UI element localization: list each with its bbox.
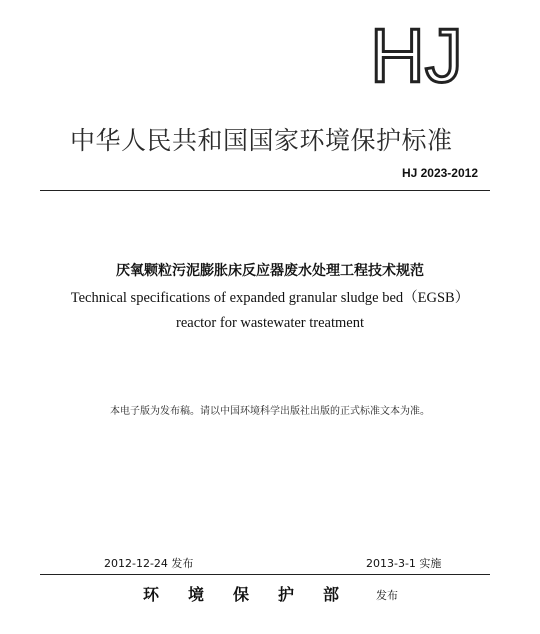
- header-divider: [40, 190, 490, 191]
- standard-title-chinese: 厌氧颗粒污泥膨胀床反应器废水处理工程技术规范: [116, 263, 424, 279]
- hj-logo-graphic: [368, 20, 478, 90]
- standard-title-english-line-1: Technical specifications of expanded granular sludge bed（EGSB）: [70, 290, 470, 306]
- issuing-authority: 环境保护部: [143, 585, 369, 604]
- hj-logo-letters: HJ: [370, 20, 463, 90]
- standard-number: HJ 2023-2012: [401, 166, 478, 180]
- implementation-date: 2013-3-1 实施: [366, 557, 442, 570]
- hj-logo: [368, 20, 478, 90]
- issue-date: 2012-12-24 发布: [104, 557, 194, 570]
- standard-title-english-line-2: reactor for wastewater treatment: [176, 315, 364, 331]
- issuing-authority-suffix: 发布: [376, 589, 398, 602]
- issuing-country-org-title: 中华人民共和国国家环境保护标准: [70, 126, 453, 155]
- footer-divider: [40, 574, 490, 575]
- electronic-version-notice: 本电子版为发布稿。请以中国环境科学出版社出版的正式标准文本为准。: [110, 406, 430, 417]
